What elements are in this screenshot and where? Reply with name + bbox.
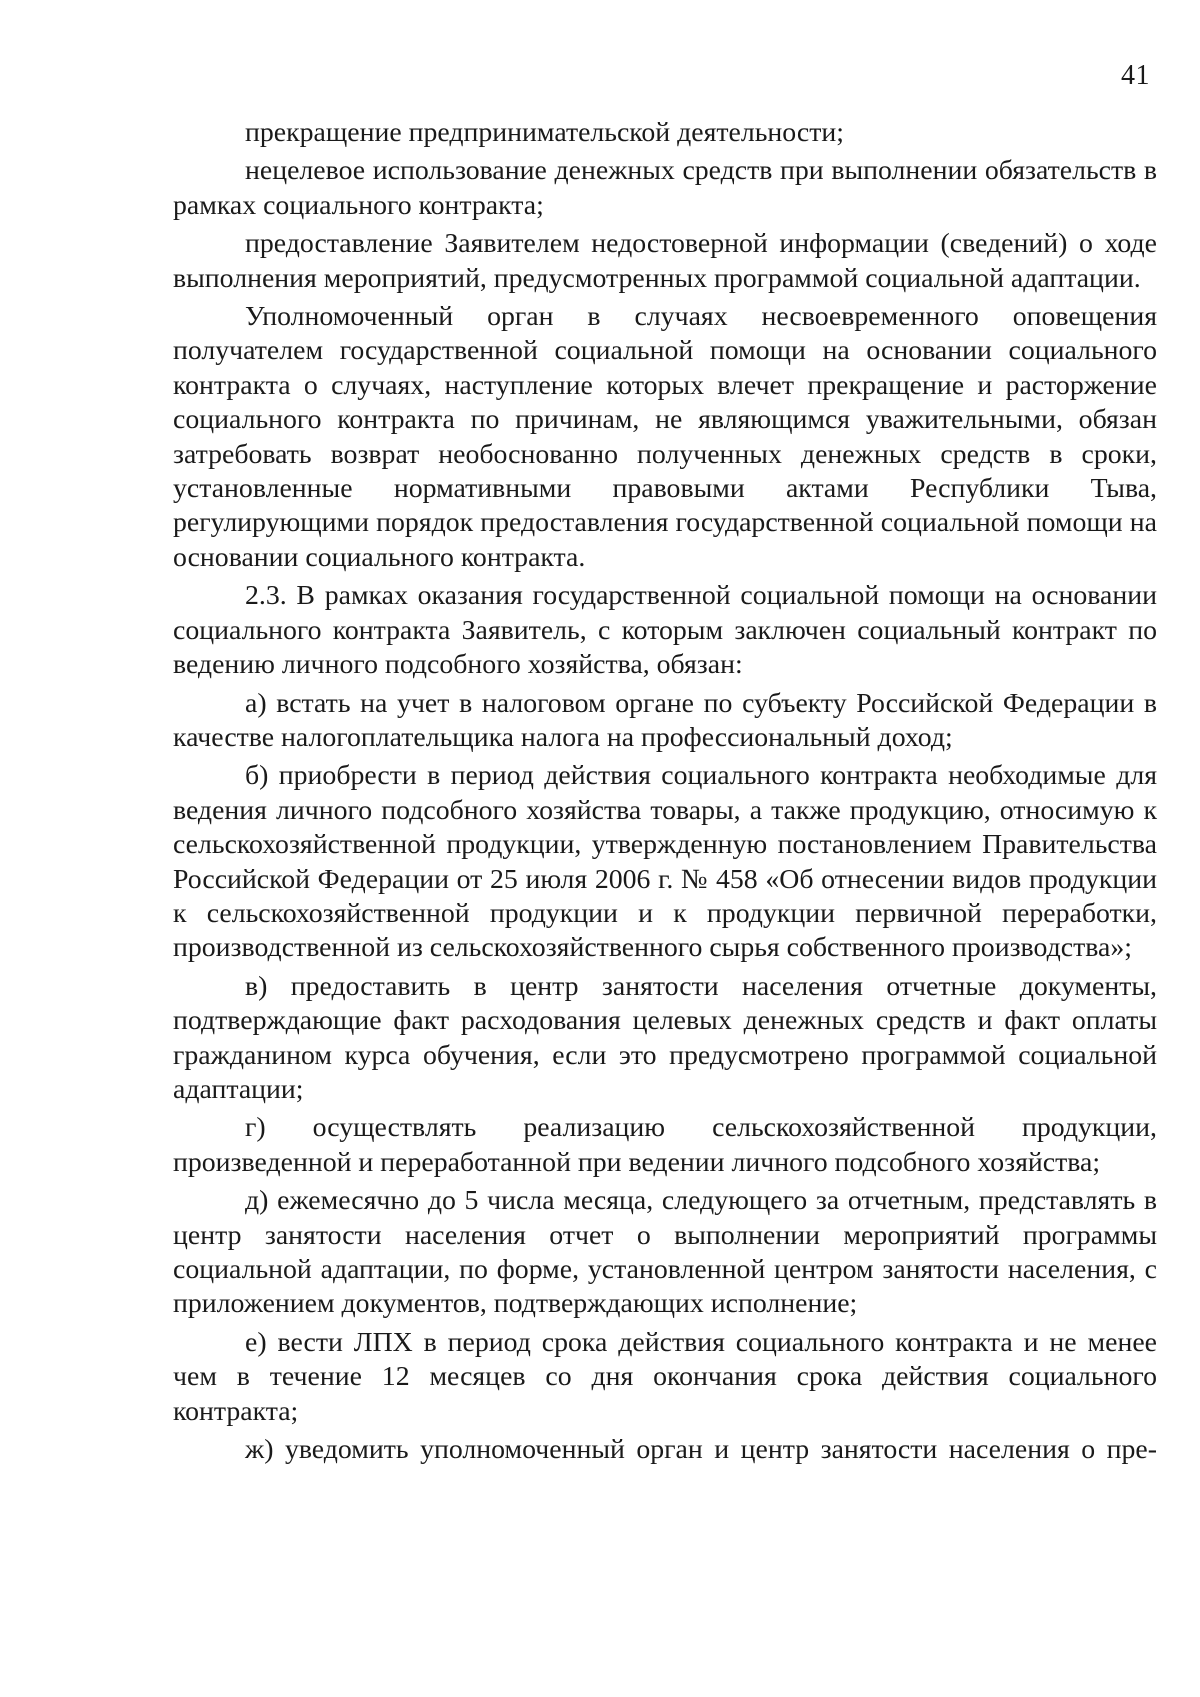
paragraph: ж) уведомить уполномоченный орган и центр занятости населения о пре-	[245, 1434, 1157, 1466]
paragraph: д) ежемесячно до 5 числа месяца, следующего за отчетным, представлять в центр занятости населения отчет о выполнении мероприятий программы социальной адаптации, по форме, установленной центром занятости населения, с приложением документов, подтверждающих исполнение;	[173, 1185, 1157, 1320]
paragraph: г) осуществлять реализацию сельскохозяйственной продукции, произведенной и переработанной при ведении личного подсобного хозяйства;	[173, 1112, 1157, 1178]
paragraph: в) предоставить в центр занятости населения отчетные документы, подтверждающие факт расходования целевых денежных средств и факт оплаты гражданином курса обучения, если это предусмотрено программой социальной адаптации;	[173, 970, 1157, 1105]
paragraph: а) встать на учет в налоговом органе по субъекту Российской Федерации в качестве налогоплательщика налога на профессиональный доход;	[173, 687, 1157, 753]
page-number: 41	[1121, 60, 1150, 91]
paragraph: нецелевое использование денежных средств при выполнении обязательств в рамках социального контракта;	[173, 155, 1157, 221]
paragraph: прекращение предпринимательской деятельности;	[245, 117, 844, 148]
paragraph: предоставление Заявителем недостоверной информации (сведений) о ходе выполнения мероприятий, предусмотренных программой социальной адаптации.	[173, 228, 1157, 294]
paragraph: 2.3. В рамках оказания государственной социальной помощи на основании социального контракта Заявитель, с которым заключен социальный контракт по ведению личного подсобного хозяйства, обязан:	[173, 580, 1157, 681]
document-body	[173, 116, 1157, 1471]
paragraph: Уполномоченный орган в случаях несвоевременного оповещения получателем государственной социальной помощи на основании социального контракта о случаях, наступление которых влечет прекращение и расторжение социального контракта по причинам, не являющимся уважительными, обязан затребовать возврат необоснованно полученных денежных средств в сроки, установленные нормативными правовыми актами Республики Тыва, регулирующими порядок предоставления государственной социальной помощи на основании социального контракта.	[173, 301, 1157, 573]
paragraph: е) вести ЛПХ в период срока действия социального контракта и не менее чем в течение 12 месяцев со дня окончания срока действия социального контракта;	[173, 1326, 1157, 1427]
paragraph: б) приобрести в период действия социального контракта необходимые для ведения личного подсобного хозяйства товары, а также продукцию, относимую к сельскохозяйственной продукции, утвержденную постановлением Правительства Российской Федерации от 25 июля 2006 г. № 458 «Об отнесении видов продукции к сельскохозяйственной продукции и к продукции первичной переработки, производственной из сельскохозяйственного сырья собственного производства»;	[173, 760, 1157, 964]
